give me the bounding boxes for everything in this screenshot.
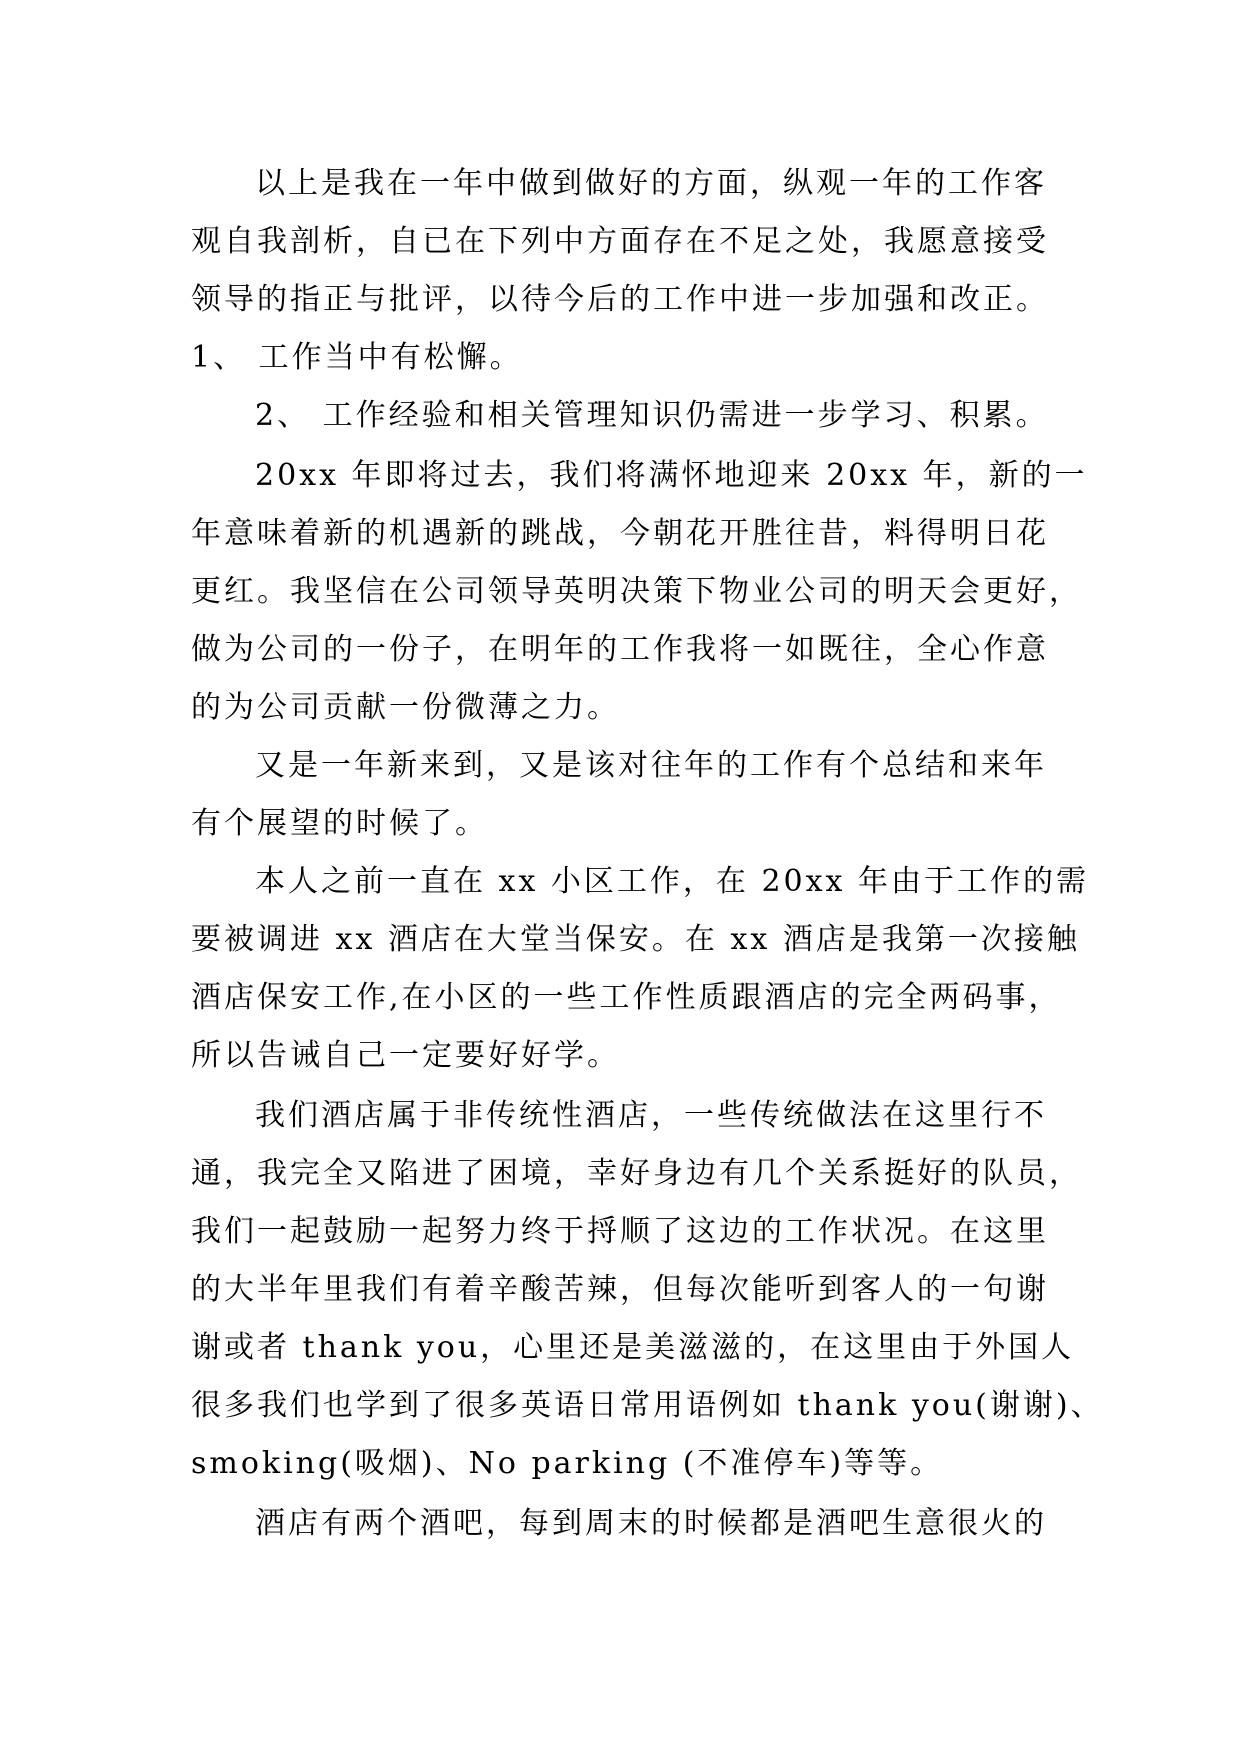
list-item-line: 2、 工作经验和相关管理知识仍需进一步学习、积累。 bbox=[255, 398, 1049, 433]
paragraph-line: 做为公司的一份子，在明年的工作我将一如既往，全心作意 bbox=[191, 632, 1049, 667]
paragraph-line: 以上是我在一年中做到做好的方面，纵观一年的工作客 bbox=[255, 166, 1047, 201]
list-item-line: 1、 工作当中有松懈。 bbox=[191, 340, 523, 375]
paragraph-line: 有个展望的时候了。 bbox=[191, 806, 488, 841]
paragraph-line: smoking(吸烟)、No parking (不准停车)等等。 bbox=[191, 1446, 944, 1481]
paragraph-line: 我们一起鼓励一起努力终于捋顺了这边的工作状况。在这里 bbox=[191, 1214, 1049, 1249]
paragraph-line: 酒店有两个酒吧，每到周末的时候都是酒吧生意很火的 bbox=[255, 1506, 1047, 1541]
paragraph-line: 观自我剖析，自已在下列中方面存在不足之处，我愿意接受 bbox=[191, 224, 1049, 259]
paragraph-line: 又是一年新来到，又是该对往年的工作有个总结和来年 bbox=[255, 748, 1047, 783]
paragraph-line: 通，我完全又陷进了困境，幸好身边有几个关系挺好的队员， bbox=[191, 1156, 1082, 1191]
paragraph-line: 20xx 年即将过去，我们将满怀地迎来 20xx 年，新的一 bbox=[255, 458, 1088, 493]
paragraph-line: 要被调进 xx 酒店在大堂当保安。在 xx 酒店是我第一次接触 bbox=[191, 922, 1080, 957]
paragraph-line: 我们酒店属于非传统性酒店，一些传统做法在这里行不 bbox=[255, 1098, 1047, 1133]
paragraph-line: 本人之前一直在 xx 小区工作，在 20xx 年由于工作的需 bbox=[255, 864, 1089, 899]
paragraph-line: 所以告诫自己一定要好好学。 bbox=[191, 1038, 620, 1073]
paragraph-line: 更红。我坚信在公司领导英明决策下物业公司的明天会更好， bbox=[191, 574, 1082, 609]
paragraph-line: 年意味着新的机遇新的跳战，今朝花开胜往昔，料得明日花 bbox=[191, 516, 1049, 551]
paragraph-line: 的大半年里我们有着辛酸苦辣，但每次能听到客人的一句谢 bbox=[191, 1272, 1049, 1307]
paragraph-line: 酒店保安工作,在小区的一些工作性质跟酒店的完全两码事， bbox=[191, 980, 1062, 1015]
paragraph-line: 领导的指正与批评，以待今后的工作中进一步加强和改正。 bbox=[191, 282, 1049, 317]
paragraph-line: 很多我们也学到了很多英语日常用语例如 thank you(谢谢)、 bbox=[191, 1388, 1104, 1423]
paragraph-line: 的为公司贡献一份微薄之力。 bbox=[191, 690, 620, 725]
paragraph-line: 谢或者 thank you，心里还是美滋滋的，在这里由于外国人 bbox=[191, 1330, 1075, 1365]
